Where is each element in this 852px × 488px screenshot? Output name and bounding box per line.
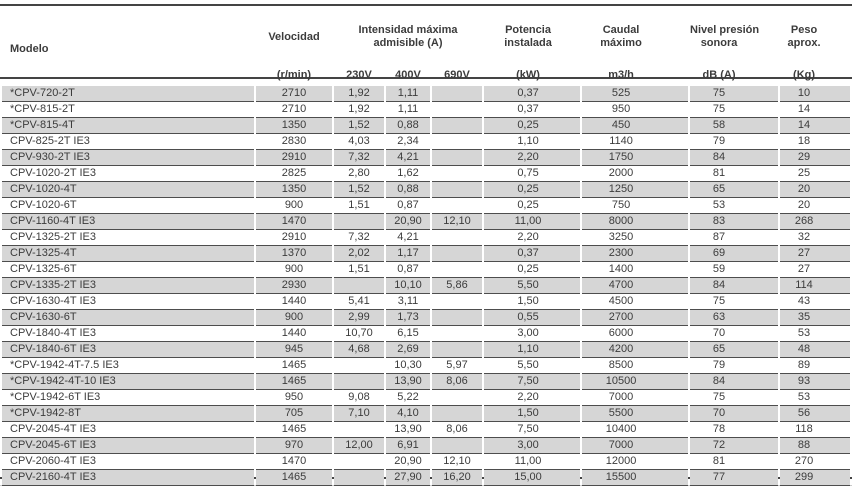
cell-potencia: 1,10 — [484, 342, 580, 358]
cell-nivel: 72 — [690, 438, 778, 454]
header-line: Nivel presión — [690, 24, 760, 36]
cell-modelo: CPV-1335-2T IE3 — [2, 278, 254, 294]
cell-potencia: 0,37 — [484, 246, 580, 262]
col-header-velocidad: Velocidad — [268, 30, 320, 43]
cell-i690: 16,20 — [432, 470, 482, 486]
cell-caudal: 950 — [582, 102, 688, 118]
cell-nivel: 75 — [690, 86, 778, 102]
cell-potencia: 7,50 — [484, 374, 580, 390]
cell-caudal: 6000 — [582, 326, 688, 342]
cell-peso: 56 — [780, 406, 850, 422]
cell-velocidad: 2710 — [256, 102, 332, 118]
table-row — [2, 86, 850, 102]
cell-i400: 1,11 — [386, 102, 430, 118]
table-row — [2, 294, 850, 310]
cell-velocidad: 945 — [256, 342, 332, 358]
cell-peso: 32 — [780, 230, 850, 246]
cell-peso: 88 — [780, 438, 850, 454]
cell-modelo: CPV-1020-4T — [2, 182, 254, 198]
cell-peso: 114 — [780, 278, 850, 294]
cell-nivel: 84 — [690, 278, 778, 294]
cell-velocidad: 1440 — [256, 294, 332, 310]
cell-i230: 1,92 — [334, 86, 384, 102]
cell-potencia: 0,55 — [484, 310, 580, 326]
cell-potencia: 11,00 — [484, 214, 580, 230]
cell-i690 — [432, 342, 482, 358]
header-line: instalada — [504, 37, 552, 49]
cell-velocidad: 705 — [256, 406, 332, 422]
cell-peso: 270 — [780, 454, 850, 470]
cell-potencia: 0,75 — [484, 166, 580, 182]
cell-caudal: 8500 — [582, 358, 688, 374]
cell-potencia: 3,00 — [484, 326, 580, 342]
col-header-caudal — [582, 6, 688, 62]
cell-modelo: CPV-1020-6T — [2, 198, 254, 214]
cell-i230: 9,08 — [334, 390, 384, 406]
cell-modelo: CPV-1325-2T IE3 — [2, 230, 254, 246]
cell-i230: 2,99 — [334, 310, 384, 326]
cell-caudal: 4500 — [582, 294, 688, 310]
cell-i230 — [334, 454, 384, 470]
cell-caudal: 2000 — [582, 166, 688, 182]
cell-potencia: 11,00 — [484, 454, 580, 470]
subheader-dba: dB (A) — [702, 69, 736, 81]
cell-peso: 53 — [780, 326, 850, 342]
cell-nivel: 84 — [690, 150, 778, 166]
cell-modelo: CPV-825-2T IE3 — [2, 134, 254, 150]
cell-modelo: CPV-1325-6T — [2, 262, 254, 278]
cell-peso: 35 — [780, 310, 850, 326]
cell-modelo: CPV-2160-4T IE3 — [2, 470, 254, 486]
cell-i230: 1,51 — [334, 198, 384, 214]
cell-i230 — [334, 374, 384, 390]
cell-i400: 0,88 — [386, 182, 430, 198]
cell-i690 — [432, 438, 482, 454]
table-row — [2, 342, 850, 358]
cell-nivel: 79 — [690, 134, 778, 150]
cell-potencia: 7,50 — [484, 422, 580, 438]
cell-nivel: 87 — [690, 230, 778, 246]
cell-i690 — [432, 102, 482, 118]
cell-i690: 8,06 — [432, 374, 482, 390]
cell-i230: 2,02 — [334, 246, 384, 262]
cell-velocidad: 2910 — [256, 230, 332, 246]
cell-velocidad: 1370 — [256, 246, 332, 262]
cell-i230 — [334, 358, 384, 374]
cell-caudal: 1400 — [582, 262, 688, 278]
table-row — [2, 326, 850, 342]
cell-caudal: 4700 — [582, 278, 688, 294]
cell-i230: 1,52 — [334, 182, 384, 198]
subheader-rmin: (r/min) — [276, 69, 312, 81]
cell-modelo: CPV-1840-6T IE3 — [2, 342, 254, 358]
cell-velocidad: 2830 — [256, 134, 332, 150]
cell-caudal: 15500 — [582, 470, 688, 486]
cell-caudal: 10500 — [582, 374, 688, 390]
cell-peso: 20 — [780, 182, 850, 198]
cell-modelo: CPV-1020-2T IE3 — [2, 166, 254, 182]
cell-peso: 27 — [780, 246, 850, 262]
cell-i230: 7,10 — [334, 406, 384, 422]
cell-peso: 29 — [780, 150, 850, 166]
cell-i230: 12,00 — [334, 438, 384, 454]
subheader-690v: 690V — [444, 69, 470, 81]
cell-velocidad: 1470 — [256, 214, 332, 230]
cell-peso: 53 — [780, 390, 850, 406]
col-header-intensidad-group — [334, 6, 482, 62]
table-row — [2, 438, 850, 454]
cell-modelo: CPV-1325-4T — [2, 246, 254, 262]
cell-velocidad: 1465 — [256, 422, 332, 438]
cell-caudal: 12000 — [582, 454, 688, 470]
cell-i690 — [432, 134, 482, 150]
cell-modelo: CPV-1630-4T IE3 — [2, 294, 254, 310]
header-line: Intensidad máxima — [358, 24, 458, 36]
cell-modelo: CPV-1840-4T IE3 — [2, 326, 254, 342]
cell-nivel: 75 — [690, 102, 778, 118]
cell-peso: 10 — [780, 86, 850, 102]
cell-caudal: 1750 — [582, 150, 688, 166]
cell-caudal: 750 — [582, 198, 688, 214]
cell-nivel: 81 — [690, 454, 778, 470]
cell-i230: 2,80 — [334, 166, 384, 182]
cell-modelo: *CPV-815-4T — [2, 118, 254, 134]
cell-modelo: *CPV-815-2T — [2, 102, 254, 118]
cell-i230 — [334, 470, 384, 486]
cell-velocidad: 1465 — [256, 470, 332, 486]
cell-i230: 4,03 — [334, 134, 384, 150]
fan-spec-table — [0, 6, 852, 486]
table-row — [2, 198, 850, 214]
cell-i400: 0,87 — [386, 198, 430, 214]
header-line: máximo — [600, 37, 642, 49]
cell-nivel: 70 — [690, 326, 778, 342]
cell-i400: 6,15 — [386, 326, 430, 342]
table-row — [2, 166, 850, 182]
cell-nivel: 79 — [690, 358, 778, 374]
cell-i690 — [432, 166, 482, 182]
table-row — [2, 182, 850, 198]
cell-potencia: 5,50 — [484, 358, 580, 374]
cell-nivel: 77 — [690, 470, 778, 486]
cell-i400: 1,11 — [386, 86, 430, 102]
cell-caudal: 5500 — [582, 406, 688, 422]
header-line: sonora — [700, 37, 738, 49]
cell-modelo: CPV-2060-4T IE3 — [2, 454, 254, 470]
cell-i230: 1,51 — [334, 262, 384, 278]
cell-potencia: 0,25 — [484, 262, 580, 278]
cell-velocidad: 2910 — [256, 150, 332, 166]
cell-i230: 7,32 — [334, 230, 384, 246]
subheader-230v: 230V — [346, 69, 372, 81]
cell-modelo: *CPV-1942-8T — [2, 406, 254, 422]
cell-caudal: 7000 — [582, 390, 688, 406]
cell-peso: 48 — [780, 342, 850, 358]
cell-nivel: 81 — [690, 166, 778, 182]
cell-modelo: *CPV-1942-6T IE3 — [2, 390, 254, 406]
cell-i400: 2,69 — [386, 342, 430, 358]
cell-caudal: 1140 — [582, 134, 688, 150]
cell-i400: 2,34 — [386, 134, 430, 150]
cell-potencia: 0,37 — [484, 86, 580, 102]
cell-i230: 1,92 — [334, 102, 384, 118]
cell-caudal: 450 — [582, 118, 688, 134]
cell-velocidad: 950 — [256, 390, 332, 406]
cell-velocidad: 2710 — [256, 86, 332, 102]
table-row — [2, 422, 850, 438]
cell-nivel: 65 — [690, 182, 778, 198]
table-row — [2, 278, 850, 294]
subheader-m3h: m3/h — [608, 69, 634, 81]
cell-modelo: CPV-2045-4T IE3 — [2, 422, 254, 438]
cell-i400: 20,90 — [386, 454, 430, 470]
header-line: Peso — [790, 24, 818, 36]
table-row — [2, 102, 850, 118]
col-header-potencia — [484, 6, 580, 62]
table-row — [2, 262, 850, 278]
cell-nivel: 70 — [690, 406, 778, 422]
cell-nivel: 63 — [690, 310, 778, 326]
cell-caudal: 2700 — [582, 310, 688, 326]
cell-i400: 3,11 — [386, 294, 430, 310]
cell-i400: 1,17 — [386, 246, 430, 262]
header-line: Potencia — [505, 24, 551, 36]
cell-i690: 5,86 — [432, 278, 482, 294]
cell-i690 — [432, 198, 482, 214]
cell-i230: 1,52 — [334, 118, 384, 134]
col-header-nivel-presion — [690, 6, 778, 62]
cell-nivel: 69 — [690, 246, 778, 262]
cell-velocidad: 970 — [256, 438, 332, 454]
cell-modelo: *CPV-1942-4T-10 IE3 — [2, 374, 254, 390]
cell-i230 — [334, 214, 384, 230]
cell-i690 — [432, 294, 482, 310]
table-row — [2, 150, 850, 166]
cell-i400: 13,90 — [386, 422, 430, 438]
cell-velocidad: 1465 — [256, 374, 332, 390]
cell-potencia: 1,50 — [484, 294, 580, 310]
cell-i400: 13,90 — [386, 374, 430, 390]
table-row — [2, 374, 850, 390]
cell-peso: 20 — [780, 198, 850, 214]
cell-peso: 18 — [780, 134, 850, 150]
cell-potencia: 0,25 — [484, 198, 580, 214]
cell-potencia: 15,00 — [484, 470, 580, 486]
cell-i690 — [432, 406, 482, 422]
cell-i690: 12,10 — [432, 214, 482, 230]
cell-potencia: 2,20 — [484, 150, 580, 166]
cell-i400: 10,30 — [386, 358, 430, 374]
cell-nivel: 75 — [690, 390, 778, 406]
cell-i690 — [432, 150, 482, 166]
cell-nivel: 84 — [690, 374, 778, 390]
cell-i400: 6,91 — [386, 438, 430, 454]
cell-caudal: 8000 — [582, 214, 688, 230]
cell-caudal: 525 — [582, 86, 688, 102]
cell-i690 — [432, 230, 482, 246]
cell-nivel: 53 — [690, 198, 778, 214]
header-line: admisible (A) — [373, 37, 443, 49]
subheader-400v: 400V — [395, 69, 421, 81]
cell-velocidad: 2930 — [256, 278, 332, 294]
table-row — [2, 454, 850, 470]
table-row — [2, 406, 850, 422]
table-row — [2, 358, 850, 374]
cell-caudal: 3250 — [582, 230, 688, 246]
cell-potencia: 5,50 — [484, 278, 580, 294]
table-row — [2, 134, 850, 150]
cell-peso: 268 — [780, 214, 850, 230]
cell-i400: 0,87 — [386, 262, 430, 278]
cell-peso: 43 — [780, 294, 850, 310]
cell-potencia: 1,10 — [484, 134, 580, 150]
table-row — [2, 230, 850, 246]
cell-i400: 27,90 — [386, 470, 430, 486]
cell-peso: 89 — [780, 358, 850, 374]
cell-i400: 4,21 — [386, 230, 430, 246]
cell-i690 — [432, 182, 482, 198]
cell-potencia: 3,00 — [484, 438, 580, 454]
cell-peso: 14 — [780, 118, 850, 134]
cell-peso: 93 — [780, 374, 850, 390]
cell-modelo: *CPV-1942-4T-7.5 IE3 — [2, 358, 254, 374]
cell-i230: 10,70 — [334, 326, 384, 342]
cell-i400: 4,21 — [386, 150, 430, 166]
cell-peso: 299 — [780, 470, 850, 486]
cell-i690: 5,97 — [432, 358, 482, 374]
cell-i690 — [432, 310, 482, 326]
cell-i690 — [432, 118, 482, 134]
cell-peso: 25 — [780, 166, 850, 182]
header-line: aprox. — [787, 37, 821, 49]
cell-i690 — [432, 86, 482, 102]
cell-i690 — [432, 326, 482, 342]
cell-peso: 14 — [780, 102, 850, 118]
subheader-kg: (Kg) — [793, 69, 816, 81]
cell-i690 — [432, 390, 482, 406]
cell-modelo: CPV-930-2T IE3 — [2, 150, 254, 166]
cell-nivel: 75 — [690, 294, 778, 310]
header-line: Caudal — [602, 24, 640, 36]
cell-i230: 7,32 — [334, 150, 384, 166]
cell-i690: 12,10 — [432, 454, 482, 470]
cell-i230: 4,68 — [334, 342, 384, 358]
cell-potencia: 2,20 — [484, 230, 580, 246]
cell-caudal: 1250 — [582, 182, 688, 198]
cell-i230 — [334, 422, 384, 438]
cell-i400: 20,90 — [386, 214, 430, 230]
table-row — [2, 470, 850, 486]
cell-i400: 10,10 — [386, 278, 430, 294]
cell-caudal: 10400 — [582, 422, 688, 438]
cell-i690: 8,06 — [432, 422, 482, 438]
cell-potencia: 0,25 — [484, 182, 580, 198]
cell-i400: 1,73 — [386, 310, 430, 326]
cell-i230: 5,41 — [334, 294, 384, 310]
cell-velocidad: 900 — [256, 262, 332, 278]
cell-potencia: 1,50 — [484, 406, 580, 422]
cell-i690 — [432, 246, 482, 262]
cell-caudal: 4200 — [582, 342, 688, 358]
col-header-peso — [780, 6, 850, 62]
cell-nivel: 65 — [690, 342, 778, 358]
table-row — [2, 246, 850, 262]
table-row — [2, 118, 850, 134]
cell-velocidad: 2825 — [256, 166, 332, 182]
cell-modelo: *CPV-720-2T — [2, 86, 254, 102]
cell-velocidad: 900 — [256, 310, 332, 326]
cell-caudal: 7000 — [582, 438, 688, 454]
table-row — [2, 310, 850, 326]
cell-i400: 1,62 — [386, 166, 430, 182]
table-body — [2, 86, 850, 486]
cell-potencia: 0,25 — [484, 118, 580, 134]
cell-i400: 5,22 — [386, 390, 430, 406]
cell-potencia: 0,37 — [484, 102, 580, 118]
cell-peso: 118 — [780, 422, 850, 438]
table-row — [2, 214, 850, 230]
cell-velocidad: 1440 — [256, 326, 332, 342]
cell-velocidad: 900 — [256, 198, 332, 214]
table-row — [2, 390, 850, 406]
cell-peso: 27 — [780, 262, 850, 278]
table-header — [2, 6, 850, 86]
cell-i230 — [334, 278, 384, 294]
cell-caudal: 2300 — [582, 246, 688, 262]
cell-modelo: CPV-2045-6T IE3 — [2, 438, 254, 454]
cell-modelo: CPV-1630-6T — [2, 310, 254, 326]
cell-modelo: CPV-1160-4T IE3 — [2, 214, 254, 230]
cell-nivel: 78 — [690, 422, 778, 438]
header-row-main — [2, 6, 850, 62]
cell-potencia: 2,20 — [484, 390, 580, 406]
cell-velocidad: 1350 — [256, 118, 332, 134]
cell-nivel: 59 — [690, 262, 778, 278]
subheader-kw: (kW) — [516, 69, 540, 81]
cell-nivel: 58 — [690, 118, 778, 134]
cell-velocidad: 1350 — [256, 182, 332, 198]
cell-i690 — [432, 262, 482, 278]
cell-nivel: 83 — [690, 214, 778, 230]
cell-velocidad: 1470 — [256, 454, 332, 470]
cell-i400: 4,10 — [386, 406, 430, 422]
col-header-modelo: Modelo — [10, 42, 49, 55]
cell-velocidad: 1465 — [256, 358, 332, 374]
cell-i400: 0,88 — [386, 118, 430, 134]
